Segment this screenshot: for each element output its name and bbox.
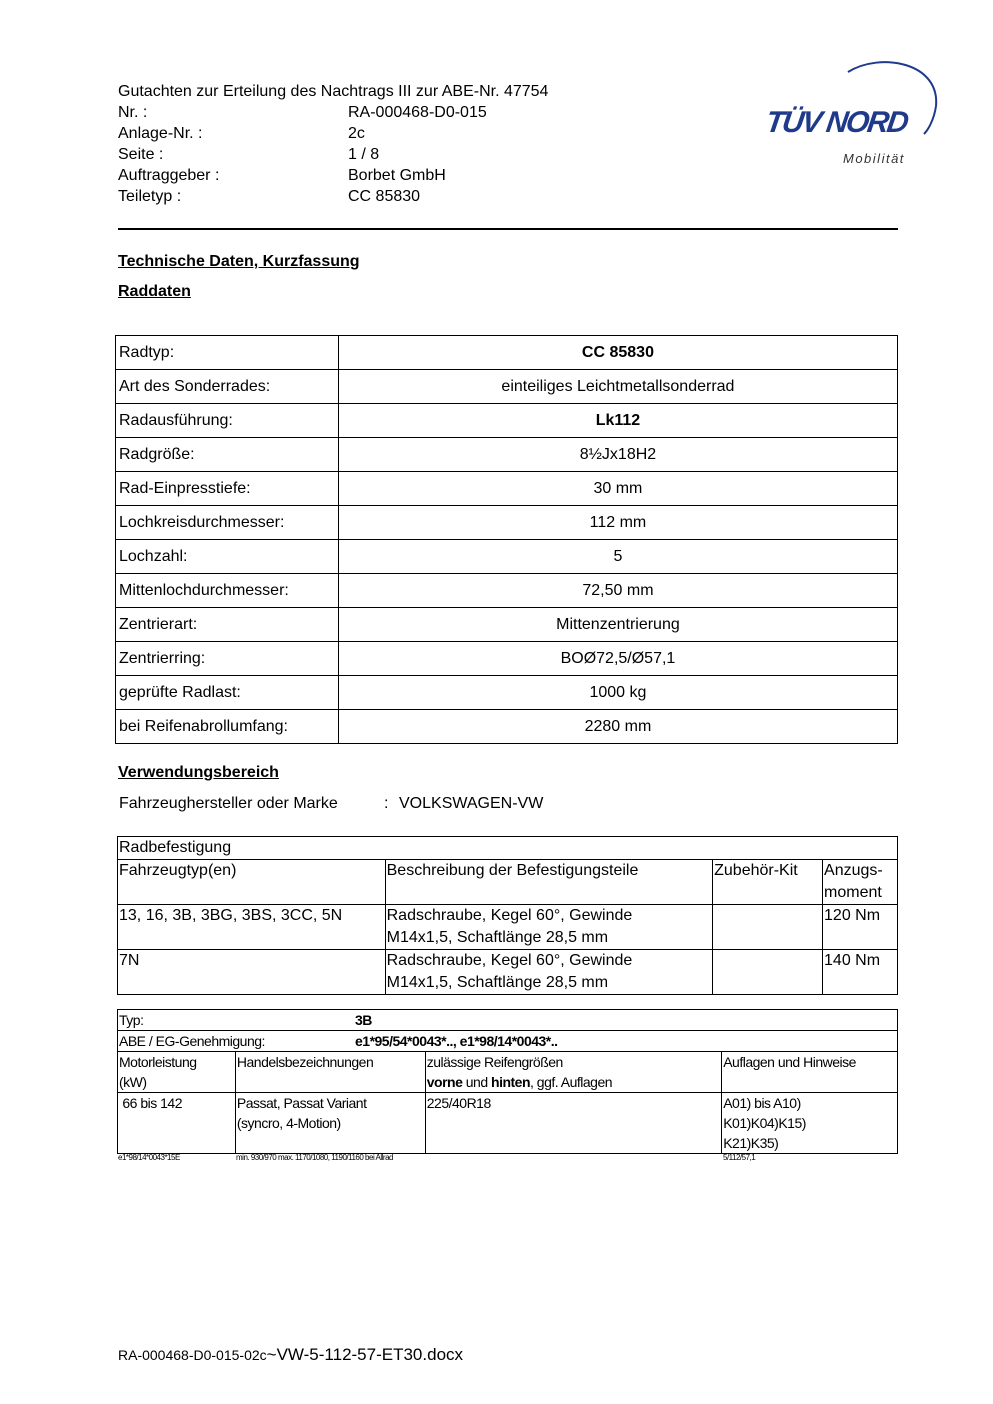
field-label-seite: Seite : [118,146,164,163]
row-label: bei Reifenabrollumfang: [116,710,339,744]
row-value: 30 mm [338,472,897,506]
torque: 140 Nm [823,950,898,995]
field-label-nr: Nr. : [118,104,148,121]
col-header-part: und [462,1074,492,1090]
row-value: Lk112 [338,404,897,438]
footnote-dimensions: min. 930/970 max. 1170/1080, 1190/1160 bei Allrad [236,1153,393,1162]
table-title: Radbefestigung [118,837,898,860]
kit [713,950,823,995]
col-header: Zubehör-Kit [713,860,823,905]
table-row [118,950,898,995]
typ-value: 3B [355,1012,372,1028]
abe-cell [118,1031,898,1052]
logo-wordmark: TÜV NORD [763,106,910,139]
desc-line: M14x1,5, Schaftlänge 28,5 mm [386,929,609,946]
table-row [116,608,898,642]
radbefestigung-table [117,836,898,995]
field-label-anlage: Anlage-Nr. : [118,125,203,142]
condition-line: A01) bis A10) [723,1095,801,1111]
page-footer [118,1345,463,1365]
torque: 120 Nm [823,905,898,950]
desc-line: M14x1,5, Schaftlänge 28,5 mm [386,974,609,991]
table-row [116,438,898,472]
row-label: Zentrierart: [116,608,339,642]
abe-row [118,1031,898,1052]
col-header-moment [823,860,898,905]
col-header-part: Anzugs- [824,862,883,879]
row-label: Rad-Einpresstiefe: [116,472,339,506]
table-row [116,506,898,540]
abe-value: e1*95/54*0043*.., e1*98/14*0043*.. [355,1033,558,1049]
table-row [116,574,898,608]
table-header-row [118,860,898,905]
section-heading-verwendung: Verwendungsbereich [118,764,279,781]
section-heading-raddaten: Raddaten [118,283,191,300]
field-value-nr: RA-000468-D0-015 [348,104,487,121]
table-row [116,370,898,404]
col-header-motor [118,1052,236,1093]
col-header-part: hinten [491,1074,531,1090]
fastener-desc [385,905,713,950]
row-value: BOØ72,5/Ø57,1 [338,642,897,676]
row-value: 5 [338,540,897,574]
footnote-approval: e1*98/14*0043*15E [118,1153,180,1162]
table-row [116,540,898,574]
abe-label: ABE / EG-Genehmigung: [119,1033,265,1049]
row-value: 1000 kg [338,676,897,710]
col-header-part: zulässige Reifengrößen [426,1054,563,1070]
vehicle-types: 13, 16, 3B, 3BG, 3BS, 3CC, 5N [118,905,386,950]
row-value: 72,50 mm [338,574,897,608]
trade-names [235,1093,425,1154]
fastener-desc [385,950,713,995]
table-row [116,472,898,506]
typ-cell [118,1010,898,1031]
condition-line: K01)K04)K15) [723,1115,806,1131]
col-header: Fahrzeugtyp(en) [118,860,386,905]
col-header-auflagen: Auflagen und Hinweise [722,1052,898,1093]
desc-line: Radschraube, Kegel 60°, Gewinde [386,952,633,969]
field-value-seite: 1 / 8 [348,146,380,163]
col-header-handel: Handelsbezeichnungen [235,1052,425,1093]
trade-name-line: (syncro, 4-Motion) [236,1115,341,1131]
row-label: Lochzahl: [116,540,339,574]
row-label: Zentrierring: [116,642,339,676]
row-label: geprüfte Radlast: [116,676,339,710]
kit [713,905,823,950]
manufacturer-label: Fahrzeughersteller oder Marke [119,795,338,812]
footer-filename: ~VW-5-112-57-ET30.docx [266,1345,464,1364]
conditions [722,1093,898,1154]
field-label-auftraggeber: Auftraggeber : [118,167,220,184]
table-row [118,905,898,950]
row-label: Art des Sonderrades: [116,370,339,404]
row-value: 112 mm [338,506,897,540]
table-row [116,336,898,370]
raddaten-table [115,335,898,744]
row-value: einteiliges Leichtmetallsonderrad [338,370,897,404]
row-value: Mittenzentrierung [338,608,897,642]
row-label: Radtyp: [116,336,339,370]
field-value-anlage: 2c [348,125,365,142]
table-row [116,404,898,438]
col-header-part: (kW) [119,1074,147,1090]
table-row [118,1093,898,1154]
vehicle-types: 7N [118,950,386,995]
table-row [116,642,898,676]
condition-line: K21)K35) [723,1135,779,1151]
logo-subtitle: Mobilität [843,151,905,166]
manufacturer-value: VOLKSWAGEN-VW [399,795,544,812]
row-label: Radgröße: [116,438,339,472]
row-label: Mittenlochdurchmesser: [116,574,339,608]
manufacturer-sep: : [384,795,389,812]
typ-label: Typ: [119,1012,144,1028]
table-header-row [118,1052,898,1093]
table-row [116,710,898,744]
typ-table [117,1009,898,1154]
col-header: Beschreibung der Befestigungsteile [385,860,713,905]
col-header-part: , ggf. Auflagen [530,1074,613,1090]
desc-line: Radschraube, Kegel 60°, Gewinde [386,907,633,924]
field-label-teiletyp: Teiletyp : [118,188,182,205]
col-header-part: moment [824,884,882,901]
footer-docnr: RA-000468-D0-015-02c [118,1347,267,1363]
document-title: Gutachten zur Erteilung des Nachtrags III zur ABE-Nr. 47754 [118,83,549,100]
trade-name-line: Passat, Passat Variant [236,1095,367,1111]
col-header-part: Motorleistung [119,1054,197,1070]
motor-power: 66 bis 142 [118,1093,236,1154]
header-divider [118,228,898,230]
typ-row [118,1010,898,1031]
field-value-teiletyp: CC 85830 [348,188,421,205]
field-value-auftraggeber: Borbet GmbH [348,167,446,184]
row-label: Radausführung: [116,404,339,438]
row-value: 2280 mm [338,710,897,744]
section-heading-tech: Technische Daten, Kurzfassung [118,253,360,270]
col-header-part: vorne [426,1074,463,1090]
table-row [116,676,898,710]
row-label: Lochkreisdurchmesser: [116,506,339,540]
row-value: 8½Jx18H2 [338,438,897,472]
row-value: CC 85830 [338,336,897,370]
col-header-reifen [425,1052,721,1093]
tire-sizes: 225/40R18 [425,1093,721,1154]
footnote-bolt: 5/112/57,1 [723,1153,756,1162]
table-title-row [118,837,898,860]
